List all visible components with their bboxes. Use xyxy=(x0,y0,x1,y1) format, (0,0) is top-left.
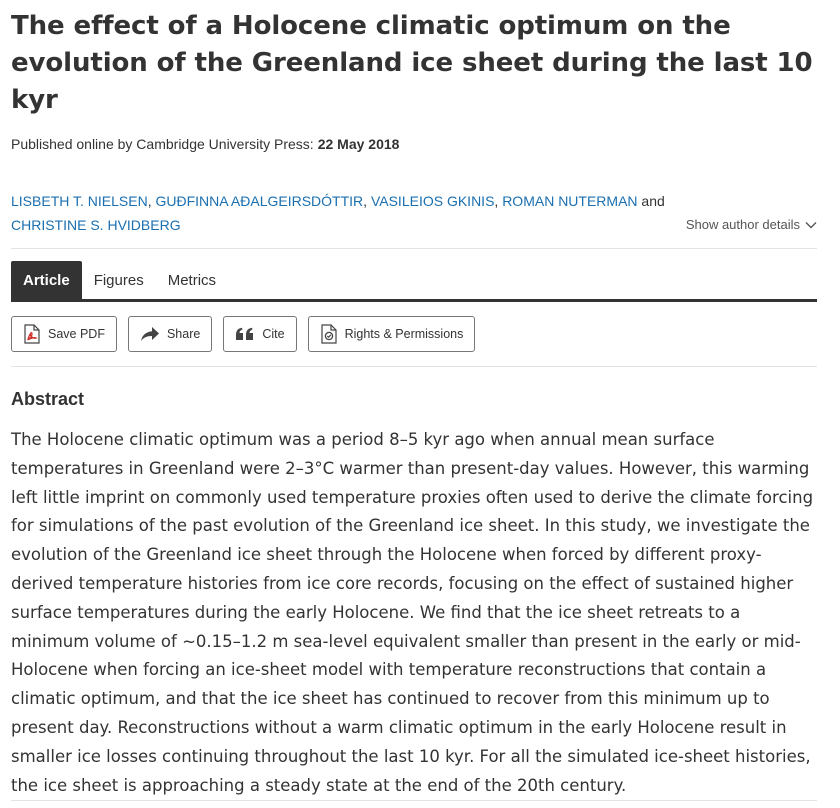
share-arrow-icon xyxy=(140,326,160,342)
save-pdf-button[interactable] xyxy=(11,316,117,352)
author-link[interactable]: CHRISTINE S. HVIDBERG xyxy=(11,217,181,233)
tab-underline xyxy=(11,299,817,302)
author-line-1: LISBETH T. NIELSEN, GUÐFINNA AÐALGEIRSDÓTTIR, VASILEIOS GKINIS, ROMAN NUTERMAN and xyxy=(11,193,665,209)
author-link[interactable]: ROMAN NUTERMAN xyxy=(502,193,638,209)
rights-permissions-label: Rights & Permissions xyxy=(344,327,464,341)
tab-article[interactable]: Article xyxy=(11,261,82,299)
quote-icon xyxy=(235,327,255,341)
author-link[interactable]: LISBETH T. NIELSEN xyxy=(11,193,148,209)
article-page xyxy=(11,0,817,800)
and-text: and xyxy=(641,193,665,209)
abstract-text: The Holocene climatic optimum was a period 8–5 kyr ago when annual mean surface temperatures in Greenland were 2–3°C warmer than present-day values. However, this warming left little imprint on commonly used temperature proxies often used to derive the climate forcing for simulations of the past evolution of the Greenland ice sheet. In this study, we investigate the evolution of the Greenland ice sheet through the Holocene when forced by different proxy-derived temperature histories from ice core records, focusing on the effect of sustained higher surface temperatures during the early Holocene. We find that the ice sheet retreats to a minimum volume of ~0.15–1.2 m sea-level equivalent smaller than present in the early or mid-Holocene when forcing an ice-sheet model with temperature reconstructions that contain a climatic optimum, and that the ice sheet has continued to recover from this minimum up to present day. Reconstructions without a warm climatic optimum in the early Holocene result in smaller ice losses continuing throughout the last 10 kyr. For all the simulated ice-sheet histories, the ice sheet is approaching a steady state at the end of the 20th century. xyxy=(11,430,814,795)
divider xyxy=(11,248,817,249)
show-author-details-label: Show author details xyxy=(685,217,800,232)
tab-metrics[interactable]: Metrics xyxy=(167,271,217,289)
cite-label: Cite xyxy=(262,327,285,341)
author-list xyxy=(11,189,817,237)
article-title: The effect of a Holocene climatic optimum on the evolution of the Greenland ice sheet during the last 10 kyr xyxy=(11,11,813,115)
article-tabs xyxy=(11,248,817,302)
divider xyxy=(11,366,817,367)
published-line xyxy=(11,134,817,154)
published-label: Published online by Cambridge University Press: xyxy=(11,136,314,152)
cite-button[interactable] xyxy=(223,316,296,352)
document-check-icon xyxy=(320,324,338,344)
pdf-file-icon xyxy=(23,324,41,344)
article-toolbar xyxy=(11,316,817,352)
author-link[interactable]: GUÐFINNA AÐALGEIRSDÓTTIR xyxy=(155,193,364,209)
save-pdf-label: Save PDF xyxy=(48,327,105,341)
chevron-down-icon xyxy=(805,221,817,229)
tab-bar xyxy=(11,255,817,299)
author-link[interactable]: VASILEIOS GKINIS xyxy=(370,193,495,209)
share-label: Share xyxy=(166,327,201,341)
share-button[interactable] xyxy=(128,316,212,352)
tab-figures[interactable]: Figures xyxy=(93,271,144,289)
rights-permissions-button[interactable] xyxy=(308,316,476,352)
abstract-heading: Abstract xyxy=(11,389,85,409)
published-date: 22 May 2018 xyxy=(317,136,400,152)
divider xyxy=(11,800,817,801)
show-author-details-button[interactable] xyxy=(686,213,817,237)
